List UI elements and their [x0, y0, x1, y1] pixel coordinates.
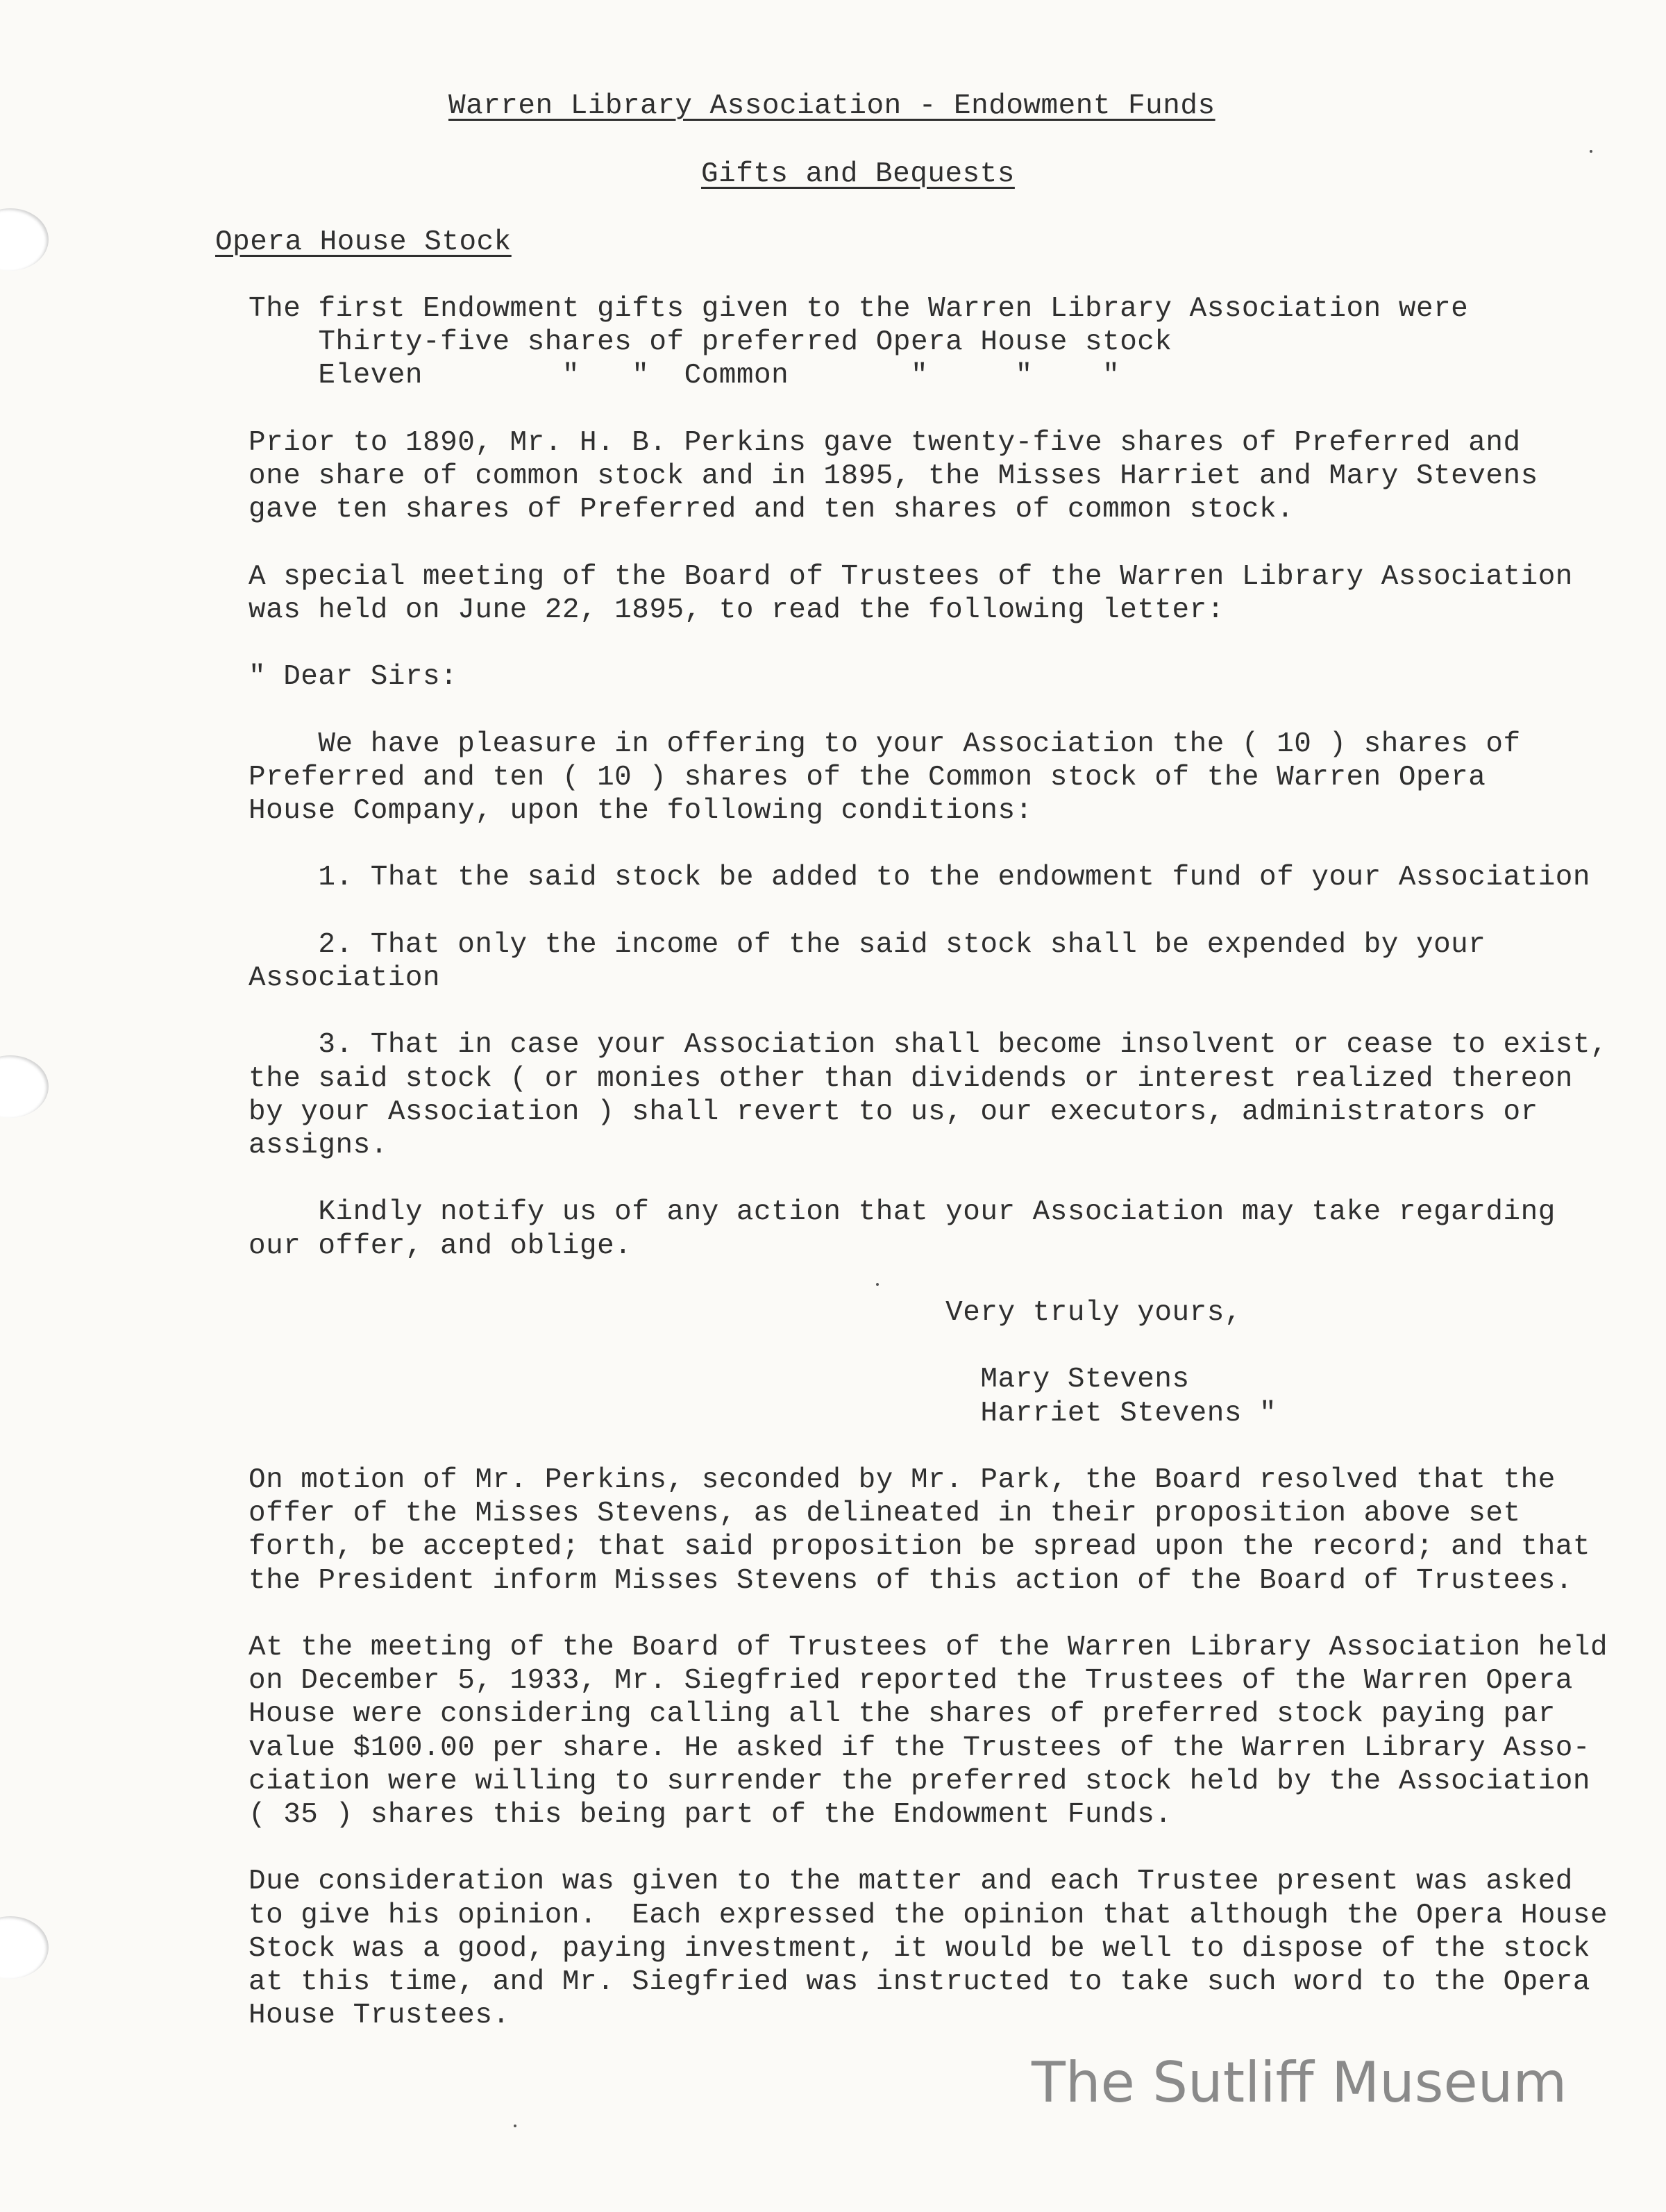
body-line: 2. That only the income of the said stock shall be expended by your [249, 929, 1486, 961]
body-line: the President inform Misses Stevens of this action of the Board of Trustees. [249, 1565, 1573, 1597]
body-line: Association [249, 962, 441, 994]
body-line: Preferred and ten ( 10 ) shares of the Common stock of the Warren Opera [249, 762, 1486, 794]
body-line: on December 5, 1933, Mr. Siegfried reported the Trustees of the Warren Opera [249, 1665, 1573, 1697]
body-line: A special meeting of the Board of Trustees of the Warren Library Association [249, 561, 1573, 593]
body-line: gave ten shares of Preferred and ten shares of common stock. [249, 494, 1295, 526]
body-line: forth, be accepted; that said proposition be spread upon the record; and that [249, 1531, 1591, 1563]
body-line: Kindly notify us of any action that your Association may take regarding [249, 1196, 1556, 1228]
body-line: Due consideration was given to the matter and each Trustee present was asked [249, 1866, 1573, 1897]
body-line: to give his opinion. Each expressed the opinion that although the Opera House [249, 1900, 1608, 1932]
punch-hole-bottom [0, 1916, 49, 1979]
body-line: ( 35 ) shares this being part of the Endowment Funds. [249, 1799, 1172, 1831]
body-line: one share of common stock and in 1895, the Misses Harriet and Mary Stevens [249, 460, 1538, 492]
body-line: " Dear Sirs: [249, 661, 458, 693]
body-line: 1. That the said stock be added to the endowment fund of your Association [249, 862, 1591, 894]
body-line: was held on June 22, 1895, to read the following letter: [249, 594, 1225, 626]
punch-hole-middle [0, 1055, 49, 1118]
document-subtitle: Gifts and Bequests [701, 158, 1015, 190]
body-line: offer of the Misses Stevens, as delineated in their proposition above set [249, 1498, 1521, 1530]
body-line: Thirty-five shares of preferred Opera House stock [249, 326, 1172, 358]
paper-speck [1590, 150, 1592, 153]
body-line: On motion of Mr. Perkins, seconded by Mr. Park, the Board resolved that the [249, 1464, 1556, 1496]
section-heading: Opera House Stock [215, 226, 512, 258]
body-line: We have pleasure in offering to your Association the ( 10 ) shares of [249, 728, 1521, 760]
body-line: by your Association ) shall revert to us, our executors, administrators or [249, 1096, 1538, 1128]
body-line: ciation were willing to surrender the preferred stock held by the Association [249, 1766, 1591, 1798]
paper-speck [876, 1283, 879, 1286]
body-line: Prior to 1890, Mr. H. B. Perkins gave twenty-five shares of Preferred and [249, 427, 1521, 459]
document-title: Warren Library Association - Endowment Funds [448, 90, 1215, 122]
body-line: our offer, and oblige. [249, 1230, 632, 1262]
body-line: Stock was a good, paying investment, it would be well to dispose of the stock [249, 1933, 1591, 1965]
body-line: Eleven " " Common " " " [249, 360, 1120, 392]
body-line: Harriet Stevens " [249, 1398, 1277, 1430]
punch-hole-top [0, 208, 49, 271]
body-line: House were considering calling all the shares of preferred stock paying par [249, 1698, 1556, 1730]
body-line: value $100.00 per share. He asked if the Trustees of the Warren Library Asso- [249, 1732, 1591, 1764]
body-line: House Trustees. [249, 2000, 510, 2031]
body-line: the said stock ( or monies other than dividends or interest realized thereon [249, 1063, 1573, 1095]
museum-watermark: The Sutliff Museum [1032, 2050, 1567, 2115]
body-line: Very truly yours, [249, 1297, 1242, 1329]
body-line: Mary Stevens [249, 1364, 1190, 1396]
body-line: House Company, upon the following conditions: [249, 795, 1033, 827]
body-line: At the meeting of the Board of Trustees of the Warren Library Association held [249, 1632, 1608, 1664]
body-line: The first Endowment gifts given to the Warren Library Association were [249, 293, 1469, 325]
body-line: at this time, and Mr. Siegfried was instructed to take such word to the Opera [249, 1966, 1591, 1998]
body-line: 3. That in case your Association shall become insolvent or cease to exist, [249, 1029, 1608, 1061]
body-line: assigns. [249, 1130, 388, 1162]
paper-speck [514, 2125, 516, 2127]
